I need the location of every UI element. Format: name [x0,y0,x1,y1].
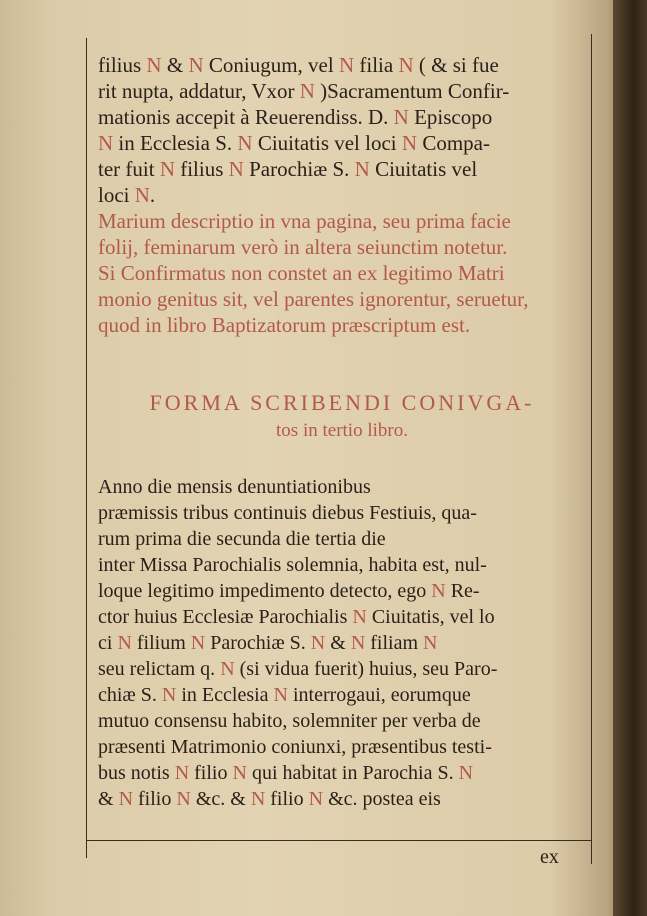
rubric-line: folij, feminarum verò in altera seiunctim notetur. [98,235,508,259]
section-heading: FORMA SCRIBENDI CONIVGA- [149,390,535,415]
frame-rule-bottom [86,840,592,841]
frame-rule-right [591,34,592,864]
rubric-line: Si Confirmatus non constet an ex legitimo Matri [98,261,505,285]
frame-rule-left [86,38,87,858]
text-line: seu relictam q. N (si vidua fuerit) huius, seu Paro- [98,658,498,680]
text-line: loque legitimo impedimento detecto, ego N Re- [98,580,480,602]
text-line: filius N & N Coniugum, vel N filia N ( & si fue [98,53,499,77]
text-line: bus notis N filio N qui habitat in Parochia S. N [98,762,474,784]
text-line: N in Ecclesia S. N Ciuitatis vel loci N Compa- [98,131,490,155]
book-gutter [613,0,647,916]
text-line: Anno die mensis denuntiationibus [98,476,371,498]
rubric-line: monio genitus sit, vel parentes ignorentur, seruetur, [98,287,529,311]
page-number: ex [540,846,559,868]
marriage-entry-text [98,474,586,812]
rubric-line: Marium descriptio in vna pagina, seu prima facie [98,209,511,233]
text-line: mationis accepit à Reuerendiss. D. N Episcopo [98,105,493,129]
text-line: præsenti Matrimonio coniunxi, præsentibus testi- [98,736,492,758]
text-line: rum prima die secunda die tertia die [98,528,386,550]
text-line: loci N. [98,183,156,207]
text-line: rit nupta, addatur, Vxor N )Sacramentum Confir- [98,79,510,103]
text-line: ctor huius Ecclesiæ Parochialis N Ciuitatis, vel lo [98,606,495,628]
text-line: ci N filium N Parochiæ S. N & N filiam N [98,632,438,654]
text-line: chiæ S. N in Ecclesia N interrogaui, eorumque [98,684,471,706]
rubric-line: quod in libro Baptizatorum præscriptum est. [98,313,471,337]
text-line: ter fuit N filius N Parochiæ S. N Ciuitatis vel [98,157,478,181]
text-line: & N filio N &c. & N filio N &c. postea eis [98,788,441,810]
section-subheading: tos in tertio libro. [276,420,408,441]
text-line: inter Missa Parochialis solemnia, habita est, nul- [98,554,487,576]
text-line: præmissis tribus continuis diebus Festiuis, qua- [98,502,477,524]
text-line: mutuo consensu habito, solemniter per verba de [98,710,481,732]
confirmation-entry-text [98,52,586,338]
